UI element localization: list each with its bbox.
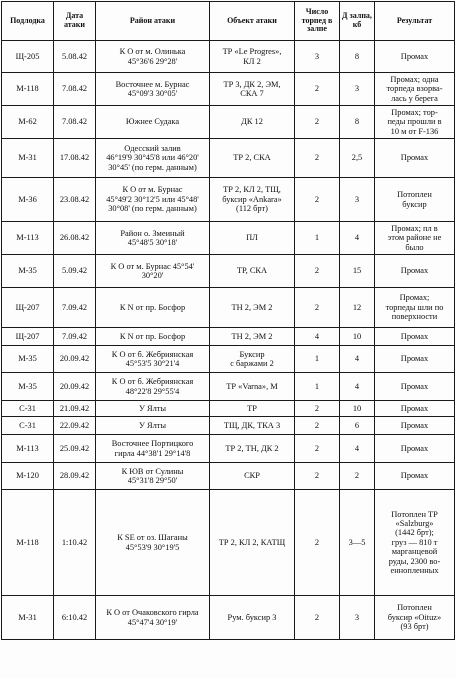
cell-attack-area: К О от б. Жебриянская 48°22'8 29°55'4 bbox=[96, 373, 210, 401]
cell-torpedo-count: 2 bbox=[295, 73, 340, 106]
cell-submarine: М-118 bbox=[2, 490, 54, 596]
cell-result: Промах bbox=[375, 41, 455, 73]
table-row bbox=[2, 401, 455, 417]
cell-salvo-distance: 3 bbox=[340, 73, 375, 106]
cell-salvo-distance: 4 bbox=[340, 373, 375, 401]
cell-salvo-distance: 4 bbox=[340, 435, 375, 463]
cell-attack-area: Восточнее Портицкого гирла 44°38'1 29°14'8 bbox=[96, 435, 210, 463]
cell-attack-area: К N от пр. Босфор bbox=[96, 288, 210, 328]
cell-torpedo-count: 2 bbox=[295, 435, 340, 463]
cell-result: Промах bbox=[375, 417, 455, 435]
cell-attack-area: К О от Очаковского гирла 45°47'4 30°19' bbox=[96, 596, 210, 640]
table-row bbox=[2, 490, 455, 596]
cell-date: 17.08.42 bbox=[54, 139, 96, 178]
cell-submarine: М-113 bbox=[2, 435, 54, 463]
cell-submarine: М-120 bbox=[2, 463, 54, 490]
cell-torpedo-count: 2 bbox=[295, 288, 340, 328]
cell-date: 23.08.42 bbox=[54, 178, 96, 222]
cell-date: 7.09.42 bbox=[54, 328, 96, 346]
cell-result: Промах bbox=[375, 463, 455, 490]
cell-torpedo-count: 2 bbox=[295, 255, 340, 288]
cell-attack-target: ТР bbox=[210, 401, 295, 417]
cell-attack-target: ТР, СКА bbox=[210, 255, 295, 288]
table-row bbox=[2, 73, 455, 106]
cell-date: 26.08.42 bbox=[54, 222, 96, 255]
cell-torpedo-count: 2 bbox=[295, 463, 340, 490]
cell-salvo-distance: 3 bbox=[340, 178, 375, 222]
cell-result: Промах bbox=[375, 255, 455, 288]
cell-result: Промах bbox=[375, 435, 455, 463]
cell-attack-area: Южнее Судака bbox=[96, 106, 210, 139]
table-row bbox=[2, 41, 455, 73]
cell-attack-target: Буксир с баржами 2 bbox=[210, 346, 295, 373]
table-row bbox=[2, 178, 455, 222]
cell-result: Промах bbox=[375, 401, 455, 417]
cell-submarine: М-31 bbox=[2, 596, 54, 640]
table-row bbox=[2, 288, 455, 328]
cell-submarine: С-31 bbox=[2, 401, 54, 417]
table-body bbox=[2, 41, 455, 640]
cell-attack-target: ТР 3, ДК 2, ЭМ, СКА 7 bbox=[210, 73, 295, 106]
cell-salvo-distance: 2,5 bbox=[340, 139, 375, 178]
cell-attack-area: Восточнее м. Бурнас 45°09'3 30°05' bbox=[96, 73, 210, 106]
cell-submarine: М-35 bbox=[2, 255, 54, 288]
cell-torpedo-count: 2 bbox=[295, 106, 340, 139]
cell-salvo-distance: 8 bbox=[340, 106, 375, 139]
table-row bbox=[2, 328, 455, 346]
cell-salvo-distance: 6 bbox=[340, 417, 375, 435]
cell-salvo-distance: 12 bbox=[340, 288, 375, 328]
table-row bbox=[2, 435, 455, 463]
cell-submarine: М-62 bbox=[2, 106, 54, 139]
cell-submarine: Щ-207 bbox=[2, 288, 54, 328]
cell-submarine: М-35 bbox=[2, 346, 54, 373]
cell-submarine: Щ-207 bbox=[2, 328, 54, 346]
cell-date: 7.08.42 bbox=[54, 106, 96, 139]
cell-result: Потоплен ТР «Salzburg» (1442 брт); груз — 810 т марганцевой руды, 2300 во- еннопленных bbox=[375, 490, 455, 596]
table-row bbox=[2, 255, 455, 288]
cell-torpedo-count: 2 bbox=[295, 178, 340, 222]
cell-result: Потоплен буксир «Oituz» (93 брт) bbox=[375, 596, 455, 640]
cell-date: 21.09.42 bbox=[54, 401, 96, 417]
table-row bbox=[2, 106, 455, 139]
cell-result: Промах bbox=[375, 139, 455, 178]
table-header-row bbox=[2, 2, 455, 41]
header-attack-area: Район атаки bbox=[96, 2, 210, 41]
cell-date: 7.09.42 bbox=[54, 288, 96, 328]
header-attack-target: Объект атаки bbox=[210, 2, 295, 41]
cell-attack-target: Рум. буксир 3 bbox=[210, 596, 295, 640]
header-result: Результат bbox=[375, 2, 455, 41]
cell-torpedo-count: 1 bbox=[295, 222, 340, 255]
cell-attack-target: ТР 2, ТН, ДК 2 bbox=[210, 435, 295, 463]
cell-torpedo-count: 2 bbox=[295, 401, 340, 417]
cell-attack-area: К N от пр. Босфор bbox=[96, 328, 210, 346]
cell-result: Промах bbox=[375, 373, 455, 401]
cell-torpedo-count: 3 bbox=[295, 41, 340, 73]
cell-result: Промах; одна торпеда взорва- лась у берега bbox=[375, 73, 455, 106]
cell-attack-area: К SE от оз. Шаганы 45°53'9 30°19'5 bbox=[96, 490, 210, 596]
cell-result: Промах; тор- педы прошли в 10 м от F-136 bbox=[375, 106, 455, 139]
cell-date: 28.09.42 bbox=[54, 463, 96, 490]
cell-attack-target: ТН 2, ЭМ 2 bbox=[210, 288, 295, 328]
cell-submarine: М-118 bbox=[2, 73, 54, 106]
cell-attack-area: У Ялты bbox=[96, 417, 210, 435]
cell-attack-target: СКР bbox=[210, 463, 295, 490]
cell-attack-target: ТН 2, ЭМ 2 bbox=[210, 328, 295, 346]
cell-attack-target: ТР «Varna», М bbox=[210, 373, 295, 401]
cell-attack-area: К О от м. Бурнас 45°54' 30°20' bbox=[96, 255, 210, 288]
cell-attack-target: ТР 2, КЛ 2, ТЩ, буксир «Ankara» (112 брт) bbox=[210, 178, 295, 222]
table-row bbox=[2, 346, 455, 373]
cell-date: 20.09.42 bbox=[54, 373, 96, 401]
cell-torpedo-count: 2 bbox=[295, 490, 340, 596]
cell-attack-area: Район о. Змеиный 45°48'5 30°18' bbox=[96, 222, 210, 255]
cell-attack-area: У Ялты bbox=[96, 401, 210, 417]
cell-torpedo-count: 4 bbox=[295, 328, 340, 346]
cell-date: 1:10.42 bbox=[54, 490, 96, 596]
cell-attack-target: ТР «Le Progres», КЛ 2 bbox=[210, 41, 295, 73]
cell-attack-area: К О от б. Жебриянская 45°53'5 30°21'4 bbox=[96, 346, 210, 373]
table-row bbox=[2, 417, 455, 435]
cell-salvo-distance: 10 bbox=[340, 401, 375, 417]
cell-date: 6:10.42 bbox=[54, 596, 96, 640]
cell-salvo-distance: 8 bbox=[340, 41, 375, 73]
cell-attack-target: ПЛ bbox=[210, 222, 295, 255]
cell-result: Потоплен буксир bbox=[375, 178, 455, 222]
cell-torpedo-count: 1 bbox=[295, 373, 340, 401]
cell-date: 20.09.42 bbox=[54, 346, 96, 373]
cell-salvo-distance: 4 bbox=[340, 346, 375, 373]
table-row bbox=[2, 222, 455, 255]
cell-torpedo-count: 2 bbox=[295, 417, 340, 435]
cell-salvo-distance: 15 bbox=[340, 255, 375, 288]
header-torpedo-count: Число торпед в залпе bbox=[295, 2, 340, 41]
header-submarine: Подлодка bbox=[2, 2, 54, 41]
cell-date: 5.09.42 bbox=[54, 255, 96, 288]
cell-submarine: М-36 bbox=[2, 178, 54, 222]
cell-torpedo-count: 1 bbox=[295, 346, 340, 373]
cell-result: Промах; торпеды шли по поверхности bbox=[375, 288, 455, 328]
cell-attack-area: К О от м. Бурнас 45°49'2 30°12'5 или 45°48' 30°08' (по герм. данным) bbox=[96, 178, 210, 222]
cell-torpedo-count: 2 bbox=[295, 596, 340, 640]
cell-result: Промах bbox=[375, 346, 455, 373]
cell-submarine: М-113 bbox=[2, 222, 54, 255]
table-row bbox=[2, 463, 455, 490]
torpedo-attack-table bbox=[1, 1, 455, 640]
cell-attack-target: ТР 2, СКА bbox=[210, 139, 295, 178]
cell-result: Промах; пл в этом районе не было bbox=[375, 222, 455, 255]
cell-date: 22.09.42 bbox=[54, 417, 96, 435]
cell-attack-target: ТР 2, КЛ 2, КАТЩ bbox=[210, 490, 295, 596]
header-salvo-distance: Д залпа, кб bbox=[340, 2, 375, 41]
cell-attack-area: К О от м. Олинька 45°36'6 29°28' bbox=[96, 41, 210, 73]
cell-date: 7.08.42 bbox=[54, 73, 96, 106]
cell-attack-target: ДК 12 bbox=[210, 106, 295, 139]
cell-salvo-distance: 4 bbox=[340, 222, 375, 255]
cell-attack-target: ТЩ, ДК, ТКА 3 bbox=[210, 417, 295, 435]
table-row bbox=[2, 373, 455, 401]
cell-salvo-distance: 2 bbox=[340, 463, 375, 490]
cell-submarine: М-31 bbox=[2, 139, 54, 178]
cell-torpedo-count: 2 bbox=[295, 139, 340, 178]
cell-attack-area: Одесский залив 46°19'9 30°45'8 или 46°20' 30°45' (по герм. данным) bbox=[96, 139, 210, 178]
cell-salvo-distance: 3 bbox=[340, 596, 375, 640]
cell-submarine: М-35 bbox=[2, 373, 54, 401]
cell-result: Промах bbox=[375, 328, 455, 346]
cell-submarine: С-31 bbox=[2, 417, 54, 435]
table-row bbox=[2, 596, 455, 640]
cell-submarine: Щ-205 bbox=[2, 41, 54, 73]
cell-date: 25.09.42 bbox=[54, 435, 96, 463]
header-date: Дата атаки bbox=[54, 2, 96, 41]
cell-attack-area: К ЮВ от Сулины 45°31'8 29°50' bbox=[96, 463, 210, 490]
table-row bbox=[2, 139, 455, 178]
cell-salvo-distance: 3—5 bbox=[340, 490, 375, 596]
cell-date: 5.08.42 bbox=[54, 41, 96, 73]
cell-salvo-distance: 10 bbox=[340, 328, 375, 346]
